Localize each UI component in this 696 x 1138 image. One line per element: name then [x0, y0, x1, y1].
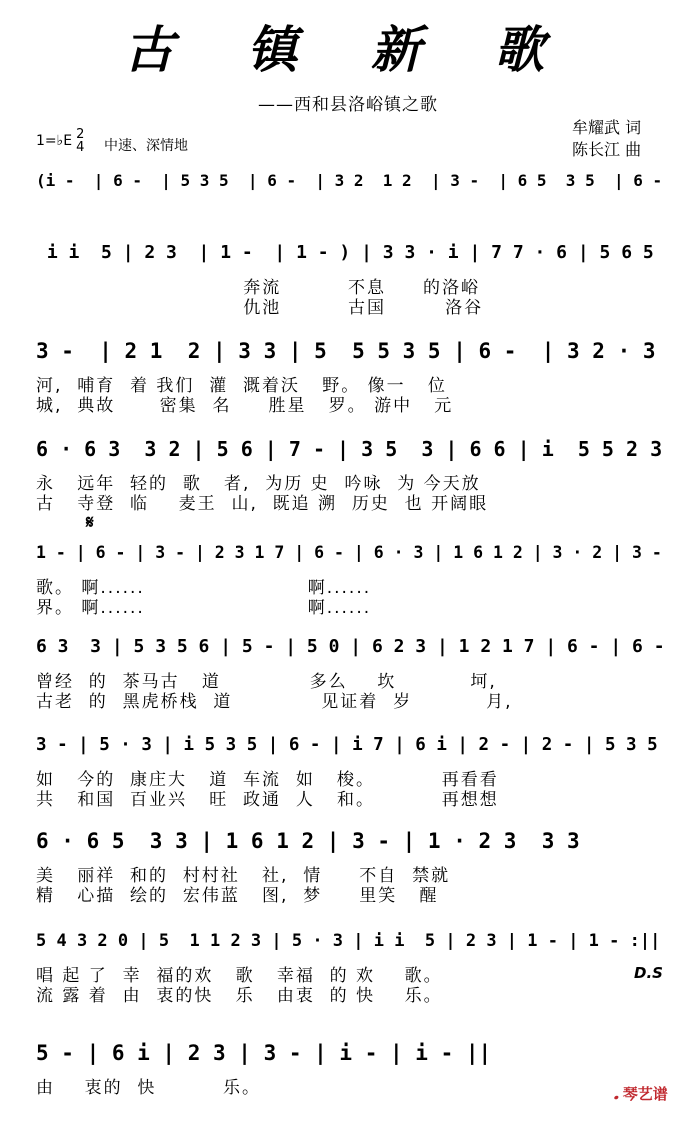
lyric-line-1: 美 丽祥 和的 村村社 社, 情 不自 禁就 — [36, 866, 451, 886]
lyric-line-1: 永 远年 轻的 歌 者, 为历 史 吟咏 为 今天放 — [36, 474, 481, 494]
lyric-line-1: 奔流 不息 的洛峪 — [36, 278, 480, 298]
score-row — [36, 540, 666, 638]
lyric-line-1: 唱 起 了 幸 福的欢 歌 幸福 的 欢 歌。 — [36, 966, 443, 986]
notation-line: 6 · 6 5 3 3 | 1 6 1 2 | 3 - | 1 · 2 3 3 3 — [36, 829, 580, 853]
logo-text: 琴艺谱 — [622, 1085, 668, 1103]
time-signature — [76, 128, 84, 154]
lyric-line-2: 古老 的 黑虎桥栈 道 见证着 岁 月, — [36, 692, 513, 712]
logo-icon: 𝅘 — [614, 1084, 619, 1103]
lyric-line-2: 古 寺登 临 麦王 山, 既追 溯 历史 也 开阔眼 — [36, 494, 489, 514]
notation-line: 6 3 3 | 5 3 5 6 | 5 - | 5 0 | 6 2 3 | 1 2 1 7 | 6 - | 6 - — [36, 636, 665, 657]
notation-line: (i - | 6 - | 5 3 5 | 6 - | 3 2 1 2 | 3 - | 6 5 3 5 | 6 - — [36, 171, 663, 190]
watermark-logo — [614, 1083, 668, 1104]
lyric-line-1: 由 衷的 快 乐。 — [36, 1078, 262, 1098]
ds-mark: D.S — [634, 964, 663, 982]
notation-line: 3 - | 2 1 2 | 3 3 | 5 5 5 3 5 | 6 - | 3 2 · 3 — [36, 339, 656, 363]
score-row — [36, 240, 666, 338]
notation-line: 1 - | 6 - | 3 - | 2 3 1 7 | 6 - | 6 · 3 | 1 6 1 2 | 3 · 2 | 3 - — [36, 543, 662, 562]
lyric-line-2: 界。 啊...... 啊...... — [36, 598, 372, 618]
score-row — [36, 928, 666, 1026]
song-subtitle: ——西和县洛峪镇之歌 — [258, 95, 438, 115]
notation-line: i i 5 | 2 3 | 1 - | 1 - ) | 3 3 · i | 7 7 · 6 | 5 6 5 — [36, 242, 654, 263]
lyric-line-2: 流 露 着 由 衷的快 乐 由衷 的 快 乐。 — [36, 986, 443, 1006]
notation-line: 5 - | 6 i | 2 3 | 3 - | i - | i - || — [36, 1041, 492, 1065]
tempo-marking: 中速、深情地 — [104, 138, 188, 154]
key-signature — [36, 128, 88, 154]
key-label: 1=♭E — [36, 133, 73, 149]
lyric-line-1: 歌。 啊...... 啊...... — [36, 578, 372, 598]
composer-credit: 陈长江 曲 — [572, 140, 642, 159]
segno-mark: 𝄋 — [86, 512, 94, 533]
notation-line: 6 · 6 3 3 2 | 5 6 | 7 - | 3 5 3 | 6 6 | i 5 5 2 3 — [36, 437, 663, 461]
lyricist-credit: 牟耀武 词 — [572, 118, 642, 137]
time-top: 2 — [76, 127, 85, 142]
notation-line: 3 - | 5 · 3 | i 5 3 5 | 6 - | i 7 | 6 i | 2 - | 2 - | 5 3 5 — [36, 735, 658, 755]
score-row — [36, 828, 666, 926]
score-row — [36, 1040, 666, 1138]
time-bottom: 4 — [76, 140, 85, 155]
song-title: 古 镇 新 歌 — [123, 20, 573, 79]
score-row — [36, 338, 666, 436]
lyric-line-2: 共 和国 百业兴 旺 政通 人 和。 再想想 — [36, 790, 499, 810]
lyric-line-2: 仇池 古国 洛谷 — [36, 298, 484, 318]
lyric-line-2: 城, 典故 密集 名 胜星 罗。 游中 元 — [36, 396, 454, 416]
score-row — [36, 436, 666, 534]
lyric-line-1: 如 今的 康庄大 道 车流 如 梭。 再看看 — [36, 770, 499, 790]
score-row — [36, 732, 666, 830]
lyric-line-2: 精 心描 绘的 宏伟蓝 图, 梦 里笑 醒 — [36, 886, 439, 906]
score-row — [36, 634, 666, 732]
credits — [572, 117, 641, 161]
notation-line: 5 4 3 2 0 | 5 1 1 2 3 | 5 · 3 | i i 5 | 2 3 | 1 - | 1 - :|| — [36, 931, 661, 951]
lyric-line-1: 曾经 的 茶马古 道 多么 坎 坷, — [36, 672, 497, 692]
lyric-line-1: 河, 哺育 着 我们 灌 溉着沃 野。 像一 位 — [36, 376, 447, 396]
